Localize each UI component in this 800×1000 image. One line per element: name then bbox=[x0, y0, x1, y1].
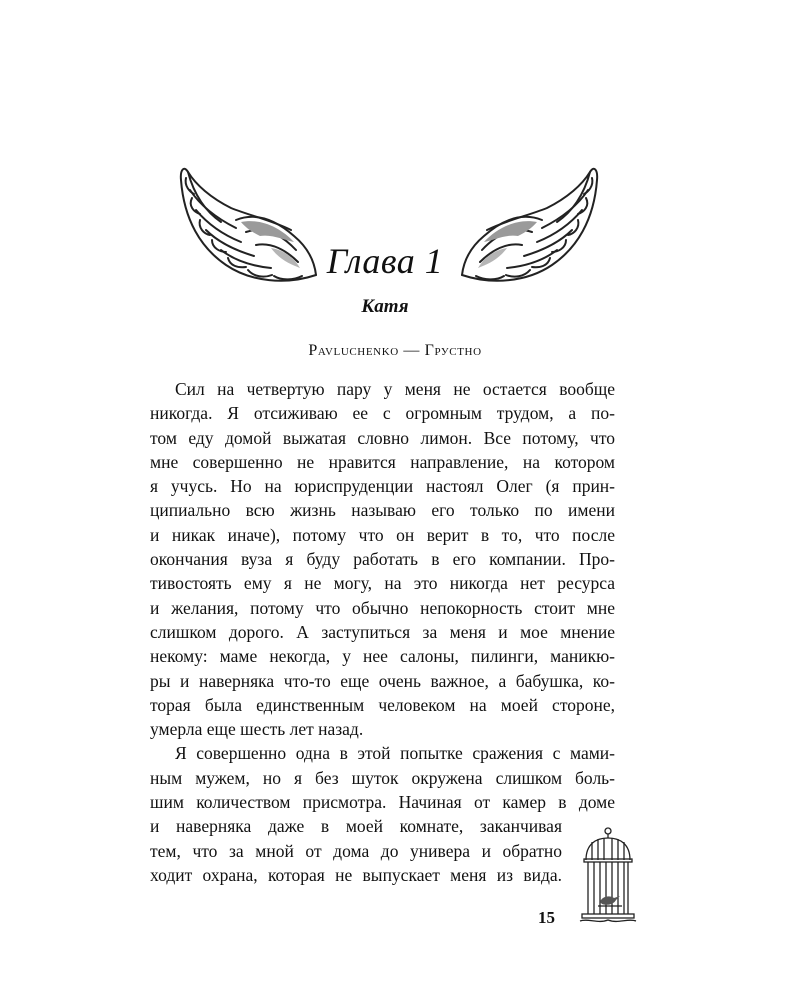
left-wing-icon bbox=[176, 150, 326, 298]
text-line: том еду домой выжатая словно лимон. Все потому, что bbox=[150, 427, 615, 448]
text-line: шим количеством присмотра. Начиная от камер в доме bbox=[150, 792, 615, 813]
text-line: и никак иначе), потому что он верит в то, что после bbox=[150, 524, 615, 545]
text-line: никогда. Я отсиживаю ее с огромным трудом, а по- bbox=[150, 403, 615, 424]
text-line: ным мужем, но я без шуток окружена слишком боль- bbox=[150, 767, 615, 788]
right-wing-icon bbox=[452, 150, 602, 298]
epigraph: Pavluchenko — Грустно bbox=[308, 342, 482, 359]
text-line: ры и наверняка что-то еще очень важное, а бабушка, ко- bbox=[150, 670, 615, 691]
page-number: 15 bbox=[538, 908, 555, 927]
text-line: торая была единственным человеком на моей стороне, bbox=[150, 694, 615, 715]
text-line: тивостоять ему я не могу, на это никогда нет ресурса bbox=[150, 573, 615, 594]
text-line: умерла еще шесть лет назад. bbox=[150, 719, 364, 740]
text-line: окончания вуза я буду работать в его компании. Про- bbox=[150, 549, 615, 570]
text-line: ципиально всю жизнь называю его только по имени bbox=[150, 500, 615, 521]
text-line: я учусь. Но на юриспруденции настоял Олег (я прин- bbox=[150, 476, 615, 497]
text-line: некому: маме некогда, у нее салоны, пилинги, маникю- bbox=[150, 646, 615, 667]
text-line: и наверняка даже в моей комнате, заканчивая bbox=[150, 816, 562, 837]
text-line: мне совершенно не нравится направление, на котором bbox=[150, 451, 615, 472]
text-line: слишком дорого. А заступиться за меня и мое мнение bbox=[150, 621, 615, 642]
chapter-subtitle: Катя bbox=[361, 296, 409, 317]
text-line: Сил на четвертую пару у меня не остается вообще bbox=[175, 379, 615, 399]
text-line: тем, что за мной от дома до универа и обратно bbox=[150, 840, 562, 861]
chapter-body bbox=[150, 377, 615, 887]
text-line: и желания, потому что обычно непокорность стоит мне bbox=[150, 597, 615, 618]
text-line: Я совершенно одна в этой попытке сражения с мами- bbox=[175, 743, 615, 764]
chapter-title: Глава 1 bbox=[326, 241, 444, 281]
text-line: ходит охрана, которая не выпускает меня из вида. bbox=[150, 864, 562, 885]
birdcage-icon bbox=[578, 826, 638, 926]
